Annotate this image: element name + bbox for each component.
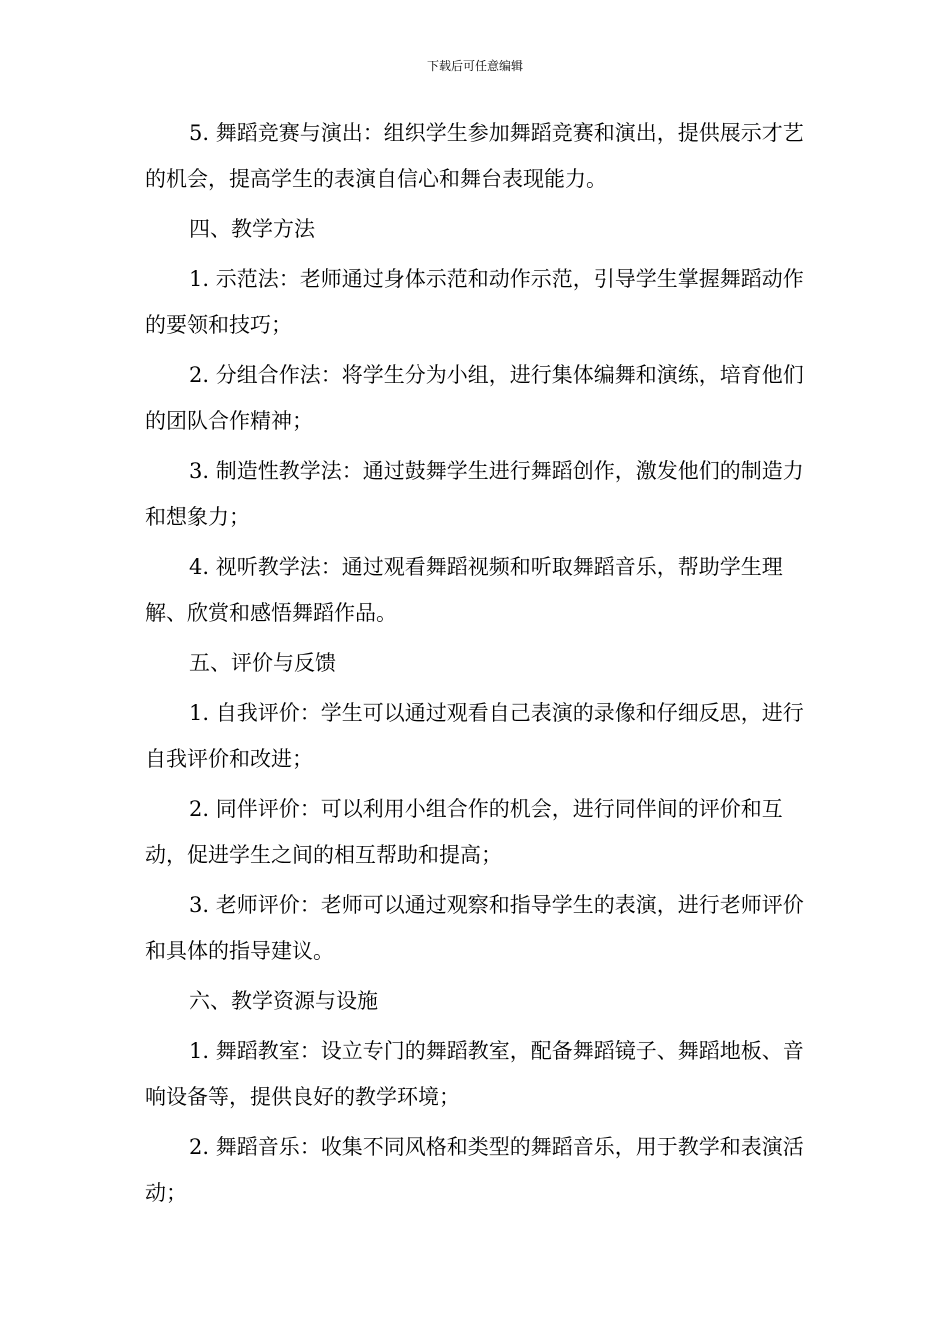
paragraph-creative-teaching: 3. 制造性教学法：通过鼓舞学生进行舞蹈创作，激发他们的制造力和想象力； [145,459,804,529]
heading-teaching-methods: 四、教学方法 [189,217,315,241]
paragraph-self-evaluation: 1. 自我评价：学生可以通过观看自己表演的录像和仔细反思，进行自我评价和改进； [145,701,804,771]
paragraph-group-work: 2. 分组合作法：将学生分为小组，进行集体编舞和演练，培育他们的团队合作精神； [145,363,804,433]
paragraph-dance-music: 2. 舞蹈音乐：收集不同风格和类型的舞蹈音乐，用于教学和表演活动； [145,1135,804,1205]
page-header: 下载后可任意编辑 [426,59,523,73]
paragraph-competition: 5. 舞蹈竞赛与演出：组织学生参加舞蹈竞赛和演出，提供展示才艺的机会，提高学生的表演自信心和舞台表现能力。 [145,121,804,191]
heading-resources: 六、教学资源与设施 [189,989,378,1013]
paragraph-peer-evaluation: 2. 同伴评价：可以利用小组合作的机会，进行同伴间的评价和互动，促进学生之间的相互帮助和提高； [145,797,783,867]
paragraph-audiovisual: 4. 视听教学法：通过观看舞蹈视频和听取舞蹈音乐，帮助学生理解、欣赏和感悟舞蹈作品。 [145,555,783,625]
paragraph-demonstration: 1. 示范法：老师通过身体示范和动作示范，引导学生掌握舞蹈动作的要领和技巧； [145,267,804,337]
heading-evaluation: 五、评价与反馈 [189,651,336,675]
paragraph-dance-studio: 1. 舞蹈教室：设立专门的舞蹈教室，配备舞蹈镜子、舞蹈地板、音响设备等，提供良好的教学环境； [145,1039,804,1109]
paragraph-teacher-evaluation: 3. 老师评价：老师可以通过观察和指导学生的表演，进行老师评价和具体的指导建议。 [145,893,804,963]
document-body [145,110,815,1220]
